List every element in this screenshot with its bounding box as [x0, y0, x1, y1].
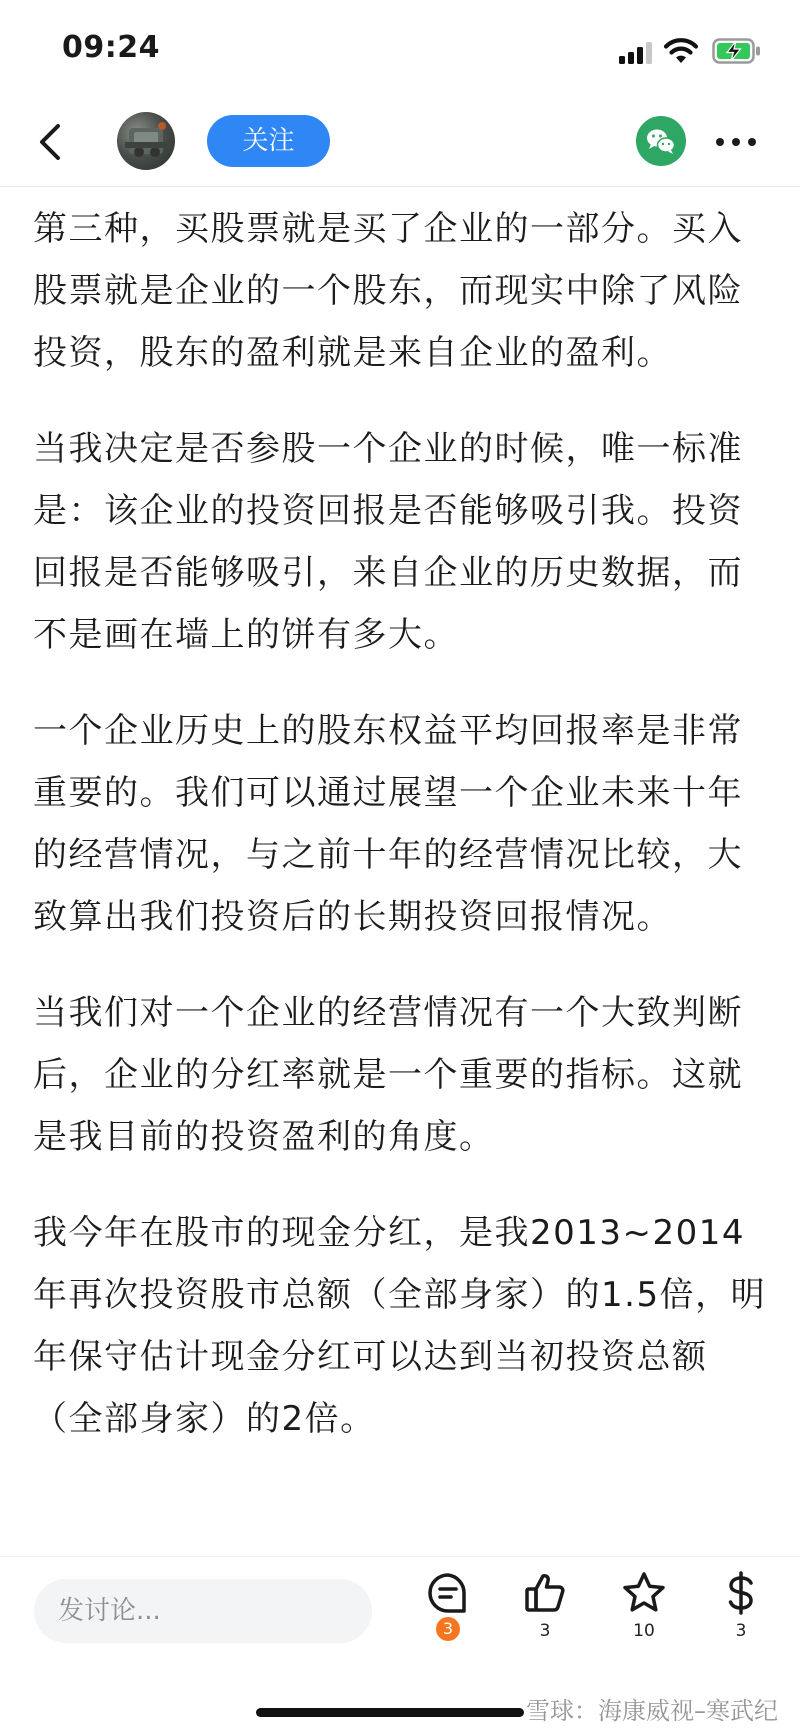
back-arrow-icon[interactable] [30, 120, 74, 164]
home-indicator [256, 1708, 524, 1717]
more-icon[interactable] [712, 122, 760, 162]
comments-count-badge: 3 [436, 1617, 460, 1641]
star-icon [621, 1571, 667, 1615]
article-paragraph: 一个企业历史上的股东权益平均回报率是非常重要的。我们可以通过展望一个企业未来十年的经营情况，与之前十年的经营情况比较，大致算出我们投资后的长期投资回报情况。 [33, 711, 743, 937]
like-icon [523, 1571, 567, 1615]
article-paragraph: 第三种，买股票就是买了企业的一部分。买入股票就是企业的一个股东，而现实中除了风险投资，股东的盈利就是来自企业的盈利。 [33, 209, 743, 373]
status-bar [0, 0, 800, 100]
bottom-action-bar [0, 1556, 800, 1732]
article-paragraph: 当我们对一个企业的经营情况有一个大致判断后，企业的分红率就是一个重要的指标。这就是我目前的投资盈利的角度。 [33, 993, 743, 1157]
favorite-button[interactable] [609, 1571, 679, 1661]
wechat-share-button[interactable] [636, 116, 686, 166]
article-paragraph: 我今年在股市的现金分红，是我2013~2014年再次投资股市总额（全部身家）的1.5倍，明年保守估计现金分红可以达到当初投资总额（全部身家）的2倍。 [33, 1213, 767, 1439]
wechat-icon [636, 116, 686, 166]
follow-button[interactable]: 关注 [207, 115, 330, 167]
battery-charging-icon [712, 38, 762, 64]
article-body [33, 198, 773, 1556]
favorites-count: 10 [633, 1621, 655, 1641]
signal-icon [619, 42, 653, 64]
nav-bar [0, 100, 800, 187]
likes-count: 3 [539, 1621, 551, 1641]
dollar-icon [719, 1571, 763, 1615]
watermark: 雪球：海康威视–寒武纪 [526, 1697, 778, 1725]
comments-button[interactable] [413, 1571, 483, 1661]
wifi-icon [663, 36, 699, 64]
avatar[interactable] [117, 112, 175, 170]
comment-icon [426, 1571, 470, 1615]
article-paragraph: 当我决定是否参股一个企业的时候，唯一标准是：该企业的投资回报是否能够吸引我。投资回报是否能够吸引，来自企业的历史数据，而不是画在墙上的饼有多大。 [33, 429, 743, 655]
rewards-count: 3 [735, 1621, 747, 1641]
comment-input[interactable] [34, 1579, 372, 1643]
status-time: 09:24 [62, 30, 160, 65]
avatar-image [117, 112, 175, 170]
like-button[interactable] [510, 1571, 580, 1661]
reward-button[interactable] [706, 1571, 776, 1661]
